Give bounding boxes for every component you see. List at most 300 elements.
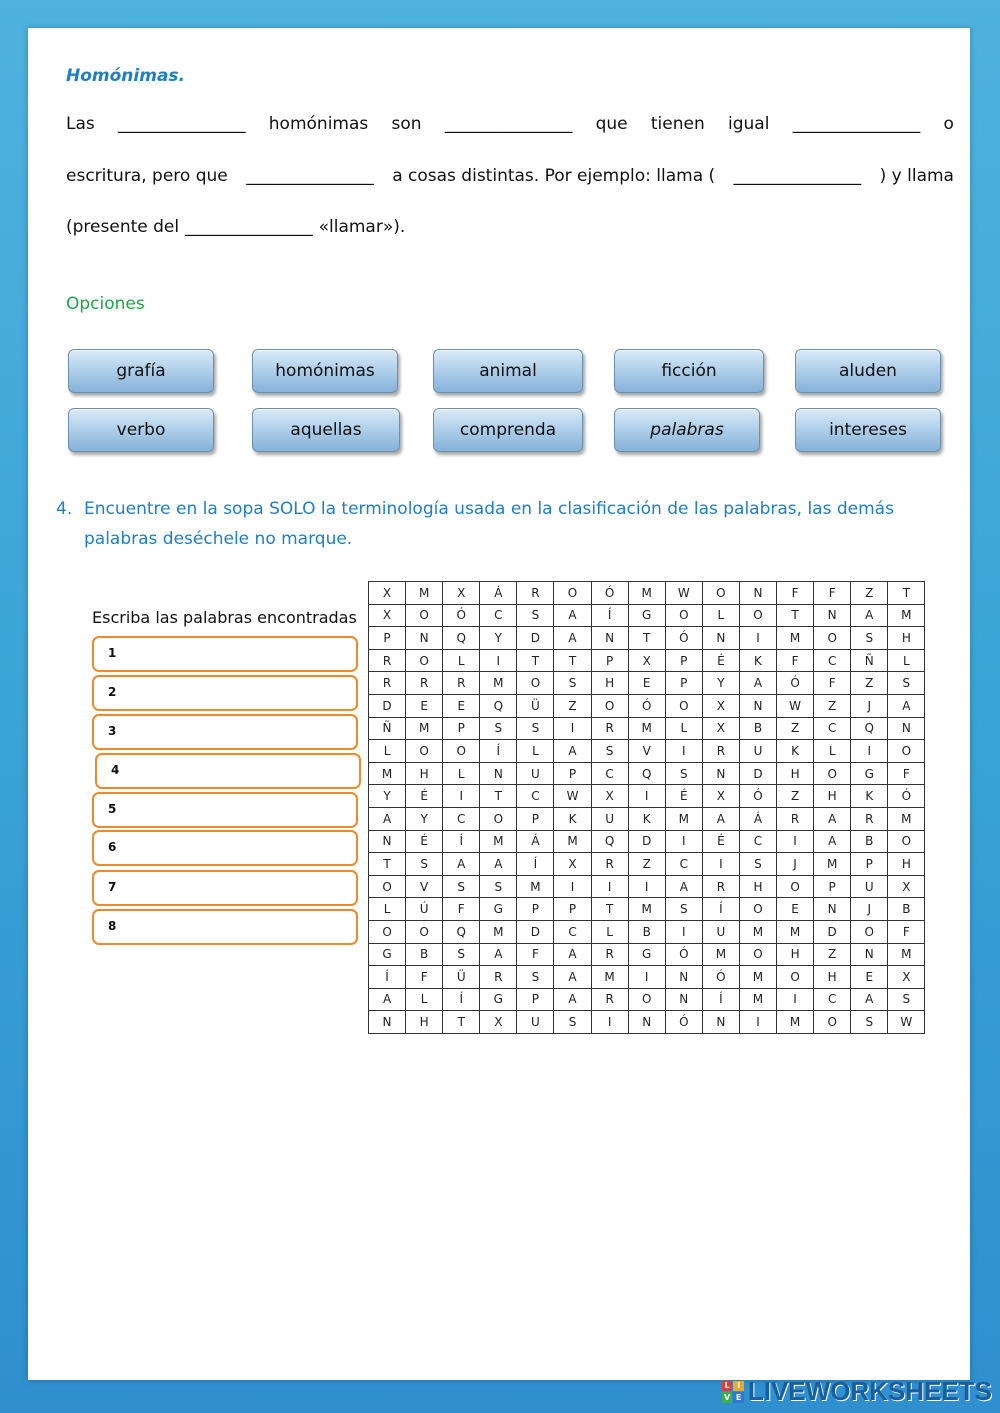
grid-cell[interactable]: F <box>406 966 443 989</box>
grid-cell[interactable]: D <box>369 694 406 717</box>
grid-cell[interactable]: M <box>739 966 776 989</box>
answer-field-6[interactable] <box>92 830 358 866</box>
answer-field-8[interactable] <box>92 909 358 945</box>
grid-cell[interactable]: N <box>369 1011 406 1034</box>
blank-4[interactable]: _______________ <box>246 166 374 186</box>
grid-cell[interactable]: É <box>406 785 443 808</box>
grid-cell[interactable]: I <box>443 785 480 808</box>
grid-cell[interactable]: I <box>591 875 628 898</box>
grid-cell[interactable]: A <box>851 988 888 1011</box>
grid-cell[interactable]: O <box>369 920 406 943</box>
grid-cell[interactable]: F <box>888 920 925 943</box>
grid-cell[interactable]: E <box>406 694 443 717</box>
grid-cell[interactable]: M <box>814 853 851 876</box>
grid-cell[interactable]: A <box>480 853 517 876</box>
grid-cell[interactable]: N <box>739 694 776 717</box>
grid-cell[interactable]: K <box>777 740 814 763</box>
grid-cell[interactable]: M <box>702 943 739 966</box>
grid-cell[interactable]: P <box>443 717 480 740</box>
grid-cell[interactable]: S <box>517 604 554 627</box>
grid-cell[interactable]: P <box>665 649 702 672</box>
grid-cell[interactable]: P <box>591 649 628 672</box>
grid-cell[interactable]: O <box>888 740 925 763</box>
grid-cell[interactable]: T <box>591 898 628 921</box>
grid-cell[interactable]: P <box>517 988 554 1011</box>
grid-cell[interactable]: É <box>702 649 739 672</box>
grid-cell[interactable]: R <box>369 649 406 672</box>
grid-cell[interactable]: U <box>517 762 554 785</box>
answer-field-7[interactable] <box>92 870 358 906</box>
grid-cell[interactable]: C <box>665 853 702 876</box>
grid-cell[interactable]: S <box>480 717 517 740</box>
grid-cell[interactable]: M <box>888 604 925 627</box>
grid-cell[interactable]: N <box>369 830 406 853</box>
grid-cell[interactable]: C <box>554 920 591 943</box>
grid-cell[interactable]: Q <box>443 920 480 943</box>
grid-cell[interactable]: C <box>480 604 517 627</box>
grid-cell[interactable]: O <box>406 740 443 763</box>
grid-cell[interactable]: R <box>406 672 443 695</box>
grid-cell[interactable]: Á <box>517 830 554 853</box>
grid-cell[interactable]: I <box>628 785 665 808</box>
grid-cell[interactable]: C <box>814 649 851 672</box>
grid-cell[interactable]: P <box>554 898 591 921</box>
grid-cell[interactable]: I <box>628 966 665 989</box>
grid-cell[interactable]: I <box>554 717 591 740</box>
grid-cell[interactable]: H <box>888 627 925 650</box>
grid-cell[interactable]: A <box>554 740 591 763</box>
grid-cell[interactable]: T <box>777 604 814 627</box>
grid-cell[interactable]: S <box>554 672 591 695</box>
grid-cell[interactable]: Ó <box>702 966 739 989</box>
grid-cell[interactable]: Ó <box>665 943 702 966</box>
grid-cell[interactable]: R <box>777 807 814 830</box>
option-ficcion[interactable]: ficción <box>614 349 764 393</box>
grid-cell[interactable]: M <box>665 807 702 830</box>
option-comprenda[interactable]: comprenda <box>433 408 583 452</box>
grid-cell[interactable]: E <box>777 898 814 921</box>
blank-1[interactable]: _______________ <box>118 114 246 134</box>
grid-cell[interactable]: Z <box>777 785 814 808</box>
grid-cell[interactable]: Ó <box>777 672 814 695</box>
answer-field-5[interactable] <box>92 792 358 828</box>
grid-cell[interactable]: L <box>517 740 554 763</box>
grid-cell[interactable]: I <box>665 920 702 943</box>
grid-cell[interactable]: M <box>554 830 591 853</box>
grid-cell[interactable]: L <box>591 920 628 943</box>
grid-cell[interactable]: L <box>702 604 739 627</box>
grid-cell[interactable]: L <box>406 988 443 1011</box>
grid-cell[interactable]: Ó <box>628 694 665 717</box>
grid-cell[interactable]: F <box>888 762 925 785</box>
grid-cell[interactable]: X <box>702 717 739 740</box>
grid-cell[interactable]: V <box>628 740 665 763</box>
grid-cell[interactable]: R <box>851 807 888 830</box>
grid-cell[interactable]: É <box>702 830 739 853</box>
grid-cell[interactable]: H <box>814 785 851 808</box>
grid-cell[interactable]: M <box>888 943 925 966</box>
grid-cell[interactable]: H <box>406 762 443 785</box>
grid-cell[interactable]: V <box>406 875 443 898</box>
option-aquellas[interactable]: aquellas <box>252 408 400 452</box>
grid-cell[interactable]: X <box>888 875 925 898</box>
grid-cell[interactable]: Z <box>628 853 665 876</box>
grid-cell[interactable]: T <box>369 853 406 876</box>
grid-cell[interactable]: L <box>369 898 406 921</box>
grid-cell[interactable]: R <box>369 672 406 695</box>
grid-cell[interactable]: R <box>517 582 554 605</box>
grid-cell[interactable]: B <box>851 830 888 853</box>
grid-cell[interactable]: A <box>554 604 591 627</box>
grid-cell[interactable]: P <box>517 898 554 921</box>
grid-cell[interactable]: Z <box>851 672 888 695</box>
grid-cell[interactable]: O <box>480 807 517 830</box>
grid-cell[interactable]: U <box>739 740 776 763</box>
grid-cell[interactable]: Q <box>851 717 888 740</box>
grid-cell[interactable]: Q <box>480 694 517 717</box>
grid-cell[interactable]: I <box>665 830 702 853</box>
grid-cell[interactable]: C <box>591 762 628 785</box>
grid-cell[interactable]: Í <box>517 853 554 876</box>
grid-cell[interactable]: Ü <box>517 694 554 717</box>
grid-cell[interactable]: O <box>554 582 591 605</box>
grid-cell[interactable]: I <box>739 1011 776 1034</box>
grid-cell[interactable]: Í <box>369 966 406 989</box>
grid-cell[interactable]: O <box>665 694 702 717</box>
grid-cell[interactable]: X <box>554 853 591 876</box>
grid-cell[interactable]: W <box>888 1011 925 1034</box>
grid-cell[interactable]: T <box>554 649 591 672</box>
grid-cell[interactable]: F <box>777 649 814 672</box>
grid-cell[interactable]: I <box>591 1011 628 1034</box>
grid-cell[interactable]: M <box>628 717 665 740</box>
grid-cell[interactable]: Á <box>480 582 517 605</box>
grid-cell[interactable]: M <box>777 920 814 943</box>
grid-cell[interactable]: B <box>739 717 776 740</box>
grid-cell[interactable]: C <box>517 785 554 808</box>
grid-cell[interactable]: A <box>554 943 591 966</box>
grid-cell[interactable]: Z <box>851 582 888 605</box>
grid-cell[interactable]: Ó <box>665 627 702 650</box>
grid-cell[interactable]: H <box>591 672 628 695</box>
grid-cell[interactable]: O <box>443 740 480 763</box>
grid-cell[interactable]: M <box>406 717 443 740</box>
grid-cell[interactable]: C <box>814 988 851 1011</box>
grid-cell[interactable]: M <box>628 898 665 921</box>
grid-cell[interactable]: Z <box>814 694 851 717</box>
grid-cell[interactable]: O <box>777 966 814 989</box>
grid-cell[interactable]: X <box>369 582 406 605</box>
grid-cell[interactable]: S <box>554 1011 591 1034</box>
grid-cell[interactable]: H <box>888 853 925 876</box>
grid-cell[interactable]: T <box>628 627 665 650</box>
grid-cell[interactable]: O <box>777 875 814 898</box>
grid-cell[interactable]: X <box>369 604 406 627</box>
grid-cell[interactable]: I <box>628 875 665 898</box>
grid-cell[interactable]: F <box>517 943 554 966</box>
grid-cell[interactable]: M <box>777 1011 814 1034</box>
grid-cell[interactable]: L <box>665 717 702 740</box>
grid-cell[interactable]: K <box>851 785 888 808</box>
grid-cell[interactable]: P <box>554 762 591 785</box>
option-animal[interactable]: animal <box>433 349 583 393</box>
grid-cell[interactable]: M <box>480 830 517 853</box>
blank-2[interactable]: _______________ <box>444 114 573 134</box>
grid-cell[interactable]: N <box>888 717 925 740</box>
grid-cell[interactable]: I <box>554 875 591 898</box>
grid-cell[interactable]: O <box>739 898 776 921</box>
grid-cell[interactable]: O <box>628 988 665 1011</box>
grid-cell[interactable]: G <box>480 898 517 921</box>
grid-cell[interactable]: A <box>369 807 406 830</box>
grid-cell[interactable]: T <box>888 582 925 605</box>
option-palabras[interactable]: palabras <box>614 408 760 452</box>
grid-cell[interactable]: Á <box>739 807 776 830</box>
grid-cell[interactable]: Y <box>406 807 443 830</box>
grid-cell[interactable]: A <box>554 966 591 989</box>
grid-cell[interactable]: A <box>554 627 591 650</box>
grid-cell[interactable]: U <box>702 920 739 943</box>
grid-cell[interactable]: Ñ <box>851 649 888 672</box>
grid-cell[interactable]: N <box>665 988 702 1011</box>
grid-cell[interactable]: G <box>480 988 517 1011</box>
grid-cell[interactable]: O <box>591 694 628 717</box>
option-homonimas[interactable]: homónimas <box>252 349 398 393</box>
grid-cell[interactable]: L <box>888 649 925 672</box>
grid-cell[interactable]: S <box>851 627 888 650</box>
grid-cell[interactable]: F <box>814 672 851 695</box>
grid-cell[interactable]: N <box>406 627 443 650</box>
grid-cell[interactable]: R <box>591 853 628 876</box>
grid-cell[interactable]: P <box>665 672 702 695</box>
grid-cell[interactable]: R <box>480 966 517 989</box>
grid-cell[interactable]: Ó <box>665 1011 702 1034</box>
grid-cell[interactable]: Ó <box>591 582 628 605</box>
grid-cell[interactable]: I <box>480 649 517 672</box>
grid-cell[interactable]: O <box>739 604 776 627</box>
grid-cell[interactable]: O <box>702 582 739 605</box>
option-grafia[interactable]: grafía <box>68 349 214 393</box>
grid-cell[interactable]: X <box>591 785 628 808</box>
grid-cell[interactable]: G <box>628 943 665 966</box>
grid-cell[interactable]: A <box>851 604 888 627</box>
grid-cell[interactable]: Q <box>628 762 665 785</box>
grid-cell[interactable]: K <box>739 649 776 672</box>
grid-cell[interactable]: J <box>777 853 814 876</box>
grid-cell[interactable]: M <box>888 807 925 830</box>
grid-cell[interactable]: I <box>777 830 814 853</box>
option-verbo[interactable]: verbo <box>68 408 214 452</box>
grid-cell[interactable]: R <box>591 988 628 1011</box>
grid-cell[interactable]: S <box>517 966 554 989</box>
grid-cell[interactable]: Y <box>480 627 517 650</box>
grid-cell[interactable]: K <box>628 807 665 830</box>
grid-cell[interactable]: M <box>777 627 814 650</box>
grid-cell[interactable]: P <box>517 807 554 830</box>
grid-cell[interactable]: M <box>739 920 776 943</box>
grid-cell[interactable]: N <box>702 1011 739 1034</box>
grid-cell[interactable]: Z <box>554 694 591 717</box>
grid-cell[interactable]: A <box>480 943 517 966</box>
grid-cell[interactable]: I <box>851 740 888 763</box>
option-aluden[interactable]: aluden <box>795 349 941 393</box>
grid-cell[interactable]: U <box>591 807 628 830</box>
grid-cell[interactable]: D <box>517 920 554 943</box>
grid-cell[interactable]: S <box>443 943 480 966</box>
grid-cell[interactable]: N <box>480 762 517 785</box>
grid-cell[interactable]: O <box>406 920 443 943</box>
grid-cell[interactable]: X <box>443 582 480 605</box>
grid-cell[interactable]: Í <box>443 830 480 853</box>
grid-cell[interactable]: X <box>702 694 739 717</box>
grid-cell[interactable]: B <box>406 943 443 966</box>
grid-cell[interactable]: M <box>369 762 406 785</box>
grid-cell[interactable]: J <box>851 694 888 717</box>
grid-cell[interactable]: O <box>406 604 443 627</box>
blank-3[interactable]: _______________ <box>792 114 921 134</box>
grid-cell[interactable]: O <box>665 604 702 627</box>
grid-cell[interactable]: Y <box>369 785 406 808</box>
grid-cell[interactable]: I <box>777 988 814 1011</box>
blank-5[interactable]: _______________ <box>733 166 862 186</box>
grid-cell[interactable]: X <box>628 649 665 672</box>
grid-cell[interactable]: I <box>739 627 776 650</box>
grid-cell[interactable]: O <box>851 920 888 943</box>
grid-cell[interactable]: H <box>777 943 814 966</box>
grid-cell[interactable]: D <box>814 920 851 943</box>
grid-cell[interactable]: G <box>628 604 665 627</box>
grid-cell[interactable]: O <box>814 627 851 650</box>
grid-cell[interactable]: A <box>554 988 591 1011</box>
grid-cell[interactable]: A <box>369 988 406 1011</box>
grid-cell[interactable]: S <box>517 717 554 740</box>
grid-cell[interactable]: N <box>702 627 739 650</box>
grid-cell[interactable]: N <box>739 582 776 605</box>
grid-cell[interactable]: O <box>517 672 554 695</box>
grid-cell[interactable]: Í <box>591 604 628 627</box>
grid-cell[interactable]: S <box>851 1011 888 1034</box>
grid-cell[interactable]: W <box>554 785 591 808</box>
grid-cell[interactable]: U <box>517 1011 554 1034</box>
grid-cell[interactable]: O <box>406 649 443 672</box>
grid-cell[interactable]: C <box>814 717 851 740</box>
grid-cell[interactable]: B <box>888 898 925 921</box>
grid-cell[interactable]: A <box>665 875 702 898</box>
grid-cell[interactable]: P <box>369 627 406 650</box>
grid-cell[interactable]: Ó <box>443 604 480 627</box>
grid-cell[interactable]: R <box>443 672 480 695</box>
grid-cell[interactable]: W <box>665 582 702 605</box>
grid-cell[interactable]: F <box>443 898 480 921</box>
grid-cell[interactable]: Í <box>443 988 480 1011</box>
grid-cell[interactable]: A <box>739 672 776 695</box>
grid-cell[interactable]: N <box>851 943 888 966</box>
grid-cell[interactable]: M <box>480 672 517 695</box>
grid-cell[interactable]: F <box>814 582 851 605</box>
grid-cell[interactable]: M <box>517 875 554 898</box>
grid-cell[interactable]: L <box>369 740 406 763</box>
grid-cell[interactable]: S <box>480 875 517 898</box>
answer-field-1[interactable] <box>92 636 358 672</box>
grid-cell[interactable]: A <box>814 807 851 830</box>
grid-cell[interactable]: N <box>814 898 851 921</box>
grid-cell[interactable]: Í <box>702 898 739 921</box>
grid-cell[interactable]: M <box>480 920 517 943</box>
grid-cell[interactable]: N <box>814 604 851 627</box>
grid-cell[interactable]: E <box>443 694 480 717</box>
grid-cell[interactable]: O <box>888 830 925 853</box>
grid-cell[interactable]: T <box>480 785 517 808</box>
grid-cell[interactable]: M <box>406 582 443 605</box>
grid-cell[interactable]: D <box>517 627 554 650</box>
grid-cell[interactable]: M <box>739 988 776 1011</box>
grid-cell[interactable]: M <box>628 582 665 605</box>
answer-field-4[interactable] <box>95 753 361 789</box>
grid-cell[interactable]: R <box>702 875 739 898</box>
grid-cell[interactable]: A <box>814 830 851 853</box>
grid-cell[interactable]: H <box>814 966 851 989</box>
grid-cell[interactable]: A <box>702 807 739 830</box>
grid-cell[interactable]: L <box>814 740 851 763</box>
grid-cell[interactable]: D <box>628 830 665 853</box>
grid-cell[interactable]: E <box>851 966 888 989</box>
grid-cell[interactable]: J <box>851 898 888 921</box>
grid-cell[interactable]: S <box>665 898 702 921</box>
grid-cell[interactable]: É <box>406 830 443 853</box>
grid-cell[interactable]: N <box>665 966 702 989</box>
grid-cell[interactable]: Ñ <box>369 717 406 740</box>
grid-cell[interactable]: N <box>702 762 739 785</box>
grid-cell[interactable]: C <box>443 807 480 830</box>
grid-cell[interactable]: H <box>739 875 776 898</box>
grid-cell[interactable]: N <box>628 1011 665 1034</box>
grid-cell[interactable]: L <box>443 762 480 785</box>
grid-cell[interactable]: Y <box>702 672 739 695</box>
grid-cell[interactable]: X <box>702 785 739 808</box>
grid-cell[interactable]: Í <box>702 988 739 1011</box>
grid-cell[interactable]: I <box>702 853 739 876</box>
grid-cell[interactable]: Í <box>480 740 517 763</box>
grid-cell[interactable]: F <box>777 582 814 605</box>
grid-cell[interactable]: X <box>480 1011 517 1034</box>
answer-field-3[interactable] <box>92 714 358 750</box>
grid-cell[interactable]: C <box>739 830 776 853</box>
grid-cell[interactable]: O <box>369 875 406 898</box>
grid-cell[interactable]: Ú <box>406 898 443 921</box>
grid-cell[interactable]: Ü <box>443 966 480 989</box>
grid-cell[interactable]: S <box>888 988 925 1011</box>
grid-cell[interactable]: N <box>591 627 628 650</box>
grid-cell[interactable]: Ó <box>888 785 925 808</box>
grid-cell[interactable]: S <box>406 853 443 876</box>
grid-cell[interactable]: R <box>591 717 628 740</box>
grid-cell[interactable]: G <box>369 943 406 966</box>
grid-cell[interactable]: O <box>814 762 851 785</box>
grid-cell[interactable]: L <box>443 649 480 672</box>
grid-cell[interactable]: W <box>777 694 814 717</box>
grid-cell[interactable]: A <box>443 853 480 876</box>
grid-cell[interactable]: S <box>591 740 628 763</box>
grid-cell[interactable]: D <box>739 762 776 785</box>
grid-cell[interactable]: H <box>406 1011 443 1034</box>
option-intereses[interactable]: intereses <box>795 408 941 452</box>
grid-cell[interactable]: B <box>628 920 665 943</box>
grid-cell[interactable]: Z <box>777 717 814 740</box>
grid-cell[interactable]: I <box>665 740 702 763</box>
grid-cell[interactable]: A <box>888 694 925 717</box>
grid-cell[interactable]: U <box>851 875 888 898</box>
grid-cell[interactable]: T <box>443 1011 480 1034</box>
